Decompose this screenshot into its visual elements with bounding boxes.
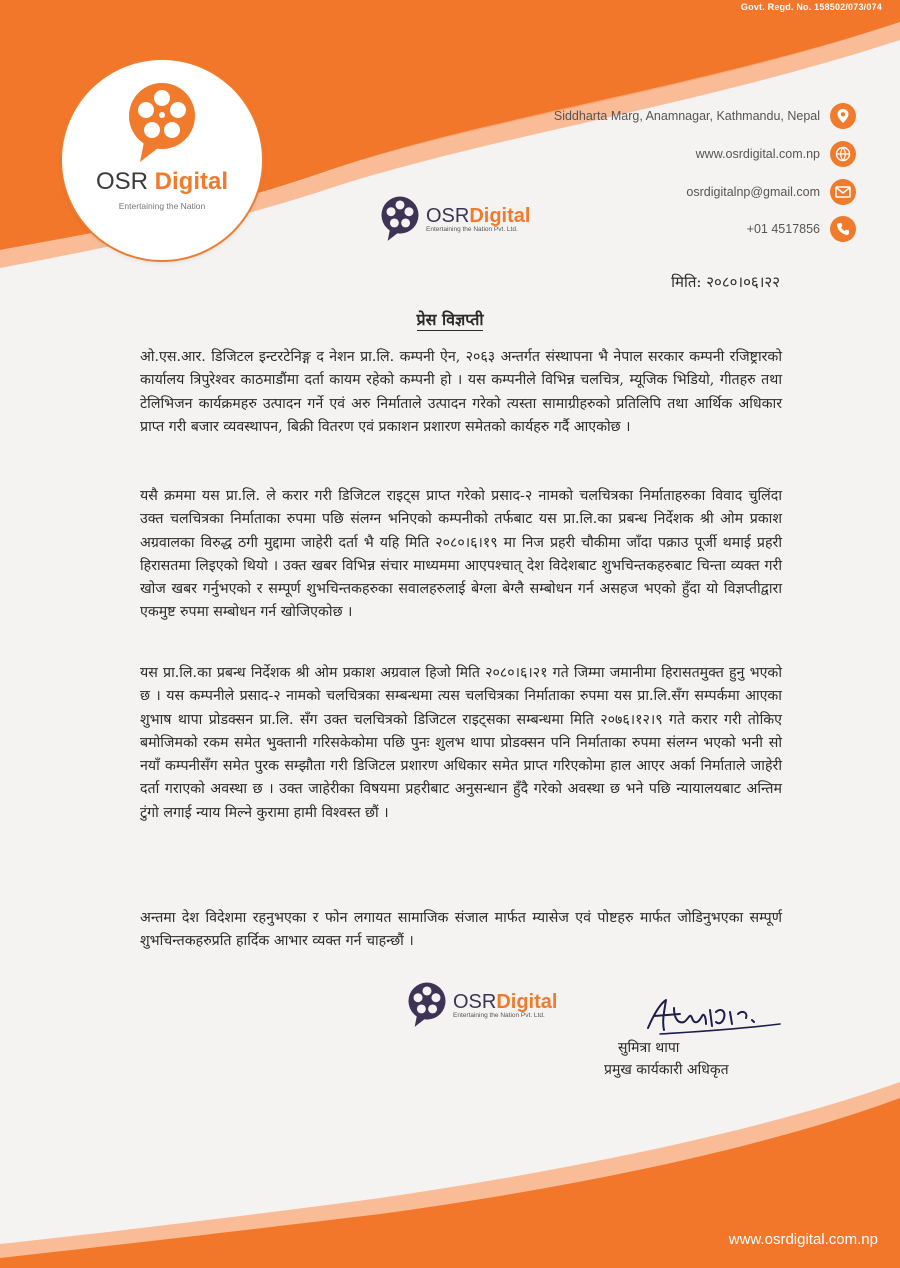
phone-icon bbox=[830, 216, 856, 242]
stamp-brand: OSRDigital bbox=[453, 990, 558, 1013]
film-reel-icon bbox=[126, 82, 198, 164]
phone-text[interactable]: +01 4517856 bbox=[746, 222, 820, 236]
stamp-tagline: Entertaining the Nation Pvt. Ltd. bbox=[453, 1011, 545, 1019]
contact-phone[interactable] bbox=[747, 216, 856, 242]
letter-title: प्रेस विज्ञप्ती bbox=[416, 310, 484, 329]
website-text[interactable]: www.osrdigital.com.np bbox=[695, 147, 820, 161]
address-text: Siddharta Marg, Anamnagar, Kathmandu, Nepal bbox=[553, 109, 820, 123]
email-text[interactable]: osrdigitalnp@gmail.com bbox=[686, 185, 820, 199]
location-pin-icon bbox=[830, 103, 856, 129]
company-logo-tagline: Entertaining the Nation bbox=[118, 201, 206, 211]
handwritten-signature bbox=[640, 994, 790, 1040]
signatory-name: सुमित्रा थापा bbox=[618, 1040, 680, 1056]
stamp-brand: OSRDigital bbox=[426, 204, 531, 227]
contact-website[interactable] bbox=[696, 141, 856, 167]
globe-icon bbox=[830, 141, 856, 167]
body-paragraph-3: यस प्रा.लि.का प्रबन्ध निर्देशक श्री ओम प्रकाश अग्रवाल हिजो मिति २०८०।६।२१ गते जिम्मा जमानीमा हिरासतमुक्त हुनु भएको छ । यस कम्पनीले प्रसाद-२ नामको चलचित्रका सम्बन्धमा त्यस चलचित्रका निर्माताका रुपमा यस प्रा.लि.सँग सम्पर्कमा आएका शुभाष थापा प्रोडक्सन प्रा.लि. सँग उक्त चलचित्रको डिजिटल राइट्सका सम्बन्धमा मिति २०७६।१२।९ गते करार गरी तोकिए बमोजिमको रकम समेत भुक्तानी गरिसकेकोमा पछि पुनः शुलभ थापा प्रोडक्सन पनि निर्माताका रुपमा संलग्न भएको भनी सो नयाँ कम्पनीसँग समेत पुरक सम्झौता गरी डिजिटल प्रशारण अधिकार समेत प्राप्त गरिएकोमा हाल आएर अर्का निर्माताले जाहेरी दर्ता गराएको अवस्था छ । उक्त जाहेरीका विषयमा प्रहरीबाट अनुसन्धान हुँदै गरेको अवस्था छ भने पछि न्यायालयबाट अन्तिम टुंगो लगाई न्याय मिल्ने कुरामा हामी विश्वस्त छौं । bbox=[140, 665, 782, 821]
contact-email[interactable] bbox=[686, 179, 856, 205]
body-paragraph-1: ओ.एस.आर. डिजिटल इन्टरटेनिङ्ग द नेशन प्रा.लि. कम्पनी ऐन, २०६३ अन्तर्गत संस्थापना भै नेपाल सरकार कम्पनी रजिष्ट्रारको कार्यालय त्रिपुरेश्वर काठमाडौंमा दर्ता कायम रहेको कम्पनी हो । यस कम्पनीले विभिन्न चलचित्र, म्यूजिक भिडियो, गीतहरु तथा टेलिभिजन कार्यक्रमहरु उत्पादन गर्ने एवं अरु निर्माताले उत्पादन गरेको त्यस्ता सामाग्रीहरुको प्रतिलिपि तथा आर्थिक अधिकार प्राप्त गरी बजार व्यवस्थापन, बिक्री वितरण एवं प्रकाशन प्रशारण समेतको कार्यहरु गर्दै आएकोछ । bbox=[140, 349, 782, 435]
company-logo-name: OSR Digital bbox=[95, 168, 229, 195]
stamp-logo-bottom bbox=[405, 982, 557, 1028]
registration-number: Govt. Regd. No. 158502/073/074 bbox=[740, 2, 882, 12]
film-reel-icon bbox=[405, 982, 449, 1028]
contact-address bbox=[554, 103, 856, 129]
stamp-logo-top bbox=[378, 196, 530, 242]
envelope-icon bbox=[830, 179, 856, 205]
company-logo-badge bbox=[62, 60, 262, 260]
footer-website[interactable]: www.osrdigital.com.np bbox=[728, 1231, 878, 1248]
film-reel-icon bbox=[378, 196, 422, 242]
body-paragraph-2: यसै क्रममा यस प्रा.लि. ले करार गरी डिजिटल राइट्स प्राप्त गरेको प्रसाद-२ नामको चलचित्रका निर्माताहरुका विवाद चुलिंदा उक्त चलचित्रका निर्माताका रुपमा पछि संलग्न भनिएको कम्पनीको तर्फबाट यस प्रा.लि.का प्रबन्ध निर्देशक श्री ओम प्रकाश अग्रवालका विरुद्ध ठगी मुद्दामा जाहेरी दर्ता भै यहि मिति २०८०।६।१९ मा निज प्रहरी चौकीमा जाँदा पक्राउ पूर्जी थमाई प्रहरी हिरासतमा लिइएको थियो । उक्त खबर विभिन्न संचार माध्यममा आएपश्चात् देश विदेशबाट शुभचिन्तकहरुबाट चिन्ता व्यक्त गरी खोज खबर गर्नुभएको र सम्पूर्ण शुभचिन्तकहरुका सवालहरुलाई बेग्ला बेग्लै सम्बोधन गर्न असहज भएको हुँदा यो विज्ञप्तीद्वारा एकमुष्ट रुपमा सम्बोधन गर्न खोजिएकोछ । bbox=[140, 488, 782, 621]
body-paragraph-4: अन्तमा देश विदेशमा रहनुभएका र फोन लगायत सामाजिक संजाल मार्फत म्यासेज एवं पोष्टहरु मार्फत जोडिनुभएका सम्पूर्ण शुभचिन्तकहरुप्रति हार्दिक आभार व्यक्त गर्न चाहन्छौं । bbox=[140, 910, 782, 950]
signatory-designation: प्रमुख कार्यकारी अधिकृत bbox=[604, 1062, 729, 1078]
stamp-tagline: Entertaining the Nation Pvt. Ltd. bbox=[426, 225, 518, 233]
letter-date: मिति: २०८०।०६।२२ bbox=[671, 273, 780, 291]
